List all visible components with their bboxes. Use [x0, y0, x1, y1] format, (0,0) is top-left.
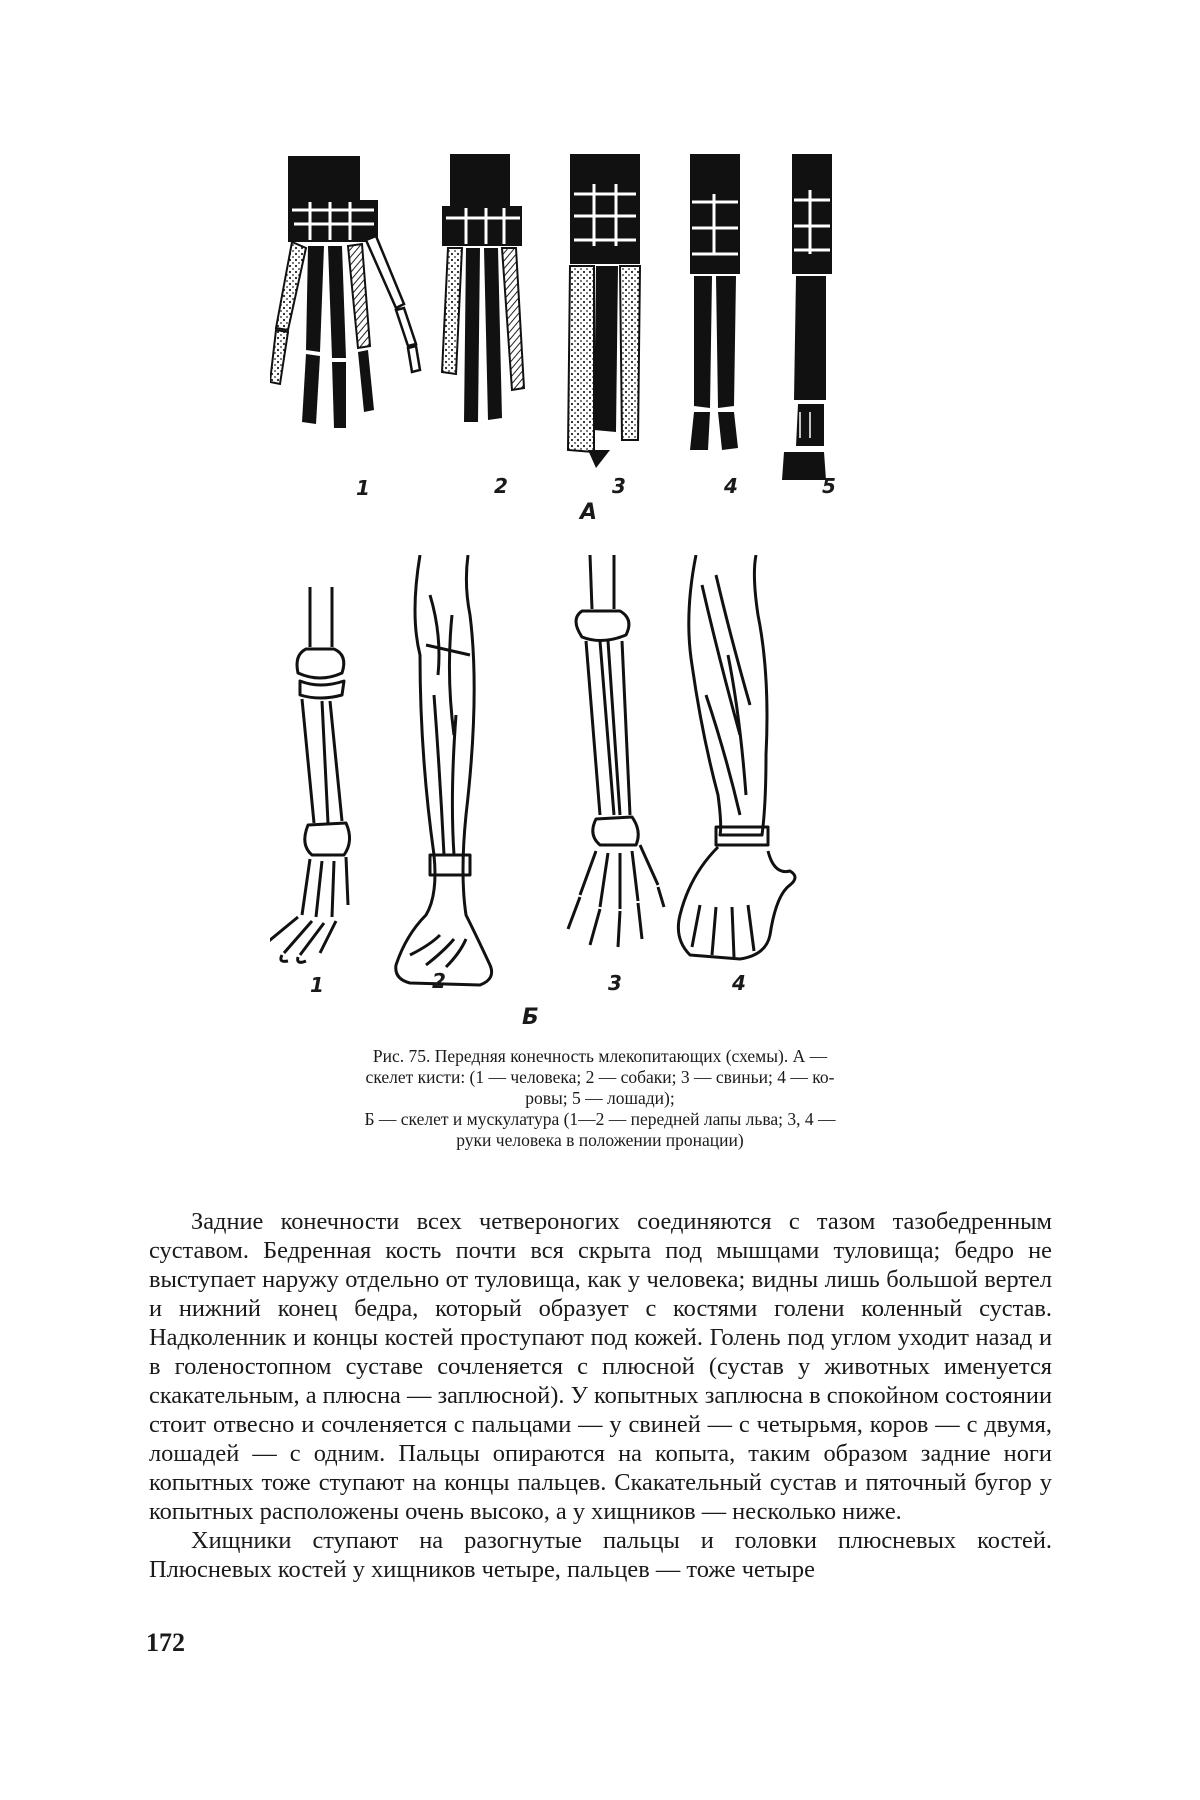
figure-panel-a: [270, 150, 930, 530]
panel-b-number-3: 3: [608, 971, 622, 995]
hand-skeletons-illustration: [270, 150, 930, 530]
caption-line: Рис. 75. Передняя конечность млекопитающих (схемы). А —: [372, 1046, 828, 1066]
limb-skeleton-musculature-illustration: [270, 555, 930, 1040]
panel-b-number-4: 4: [732, 971, 746, 995]
caption-line: скелет кисти: (1 — человека; 2 — собаки; 3 — свиньи; 4 — ко-: [365, 1067, 835, 1087]
panel-b-letter: Б: [522, 1005, 539, 1030]
lion-leg-muscles: [396, 555, 492, 985]
cow-foot-skeleton: [690, 154, 740, 450]
figure-panel-b: [270, 555, 930, 1040]
human-arm-skeleton: [568, 555, 664, 947]
panel-a-number-5: 5: [822, 474, 836, 498]
paragraph: Задние конечности всех четвероногих соединяются с тазом тазобедренным суставом. Бедренная кость почти вся скрыта под мышцами туловища; бедро не выступает наружу отдельно от туловища, как у человека; видны лишь большой вертел и нижний конец бедра, который образует с костями голени коленный сустав. Надколенник и концы костей проступают под кожей. Голень под углом уходит назад и в голеностопном суставе сочленяется с плюсной (сустав у животных именуется скакательным, а плюсна — заплюсной). У копытных заплюсна в спокойном состоянии стоит отвесно и сочленяется с пальцами — у свиней — с четырьмя, коров — с двумя, лошадей — с одним. Пальцы опираются на копыта, таким образом задние ноги копытных тоже ступают на концы пальцев. Скакательный сустав и пяточный бугор у копытных расположены очень высоко, а у хищников — несколько ниже.: [149, 1208, 1052, 1525]
panel-b-number-2: 2: [432, 969, 446, 993]
panel-a-letter: А: [580, 500, 598, 525]
caption-line: ровы; 5 — лошади);: [525, 1088, 675, 1108]
panel-b-number-1: 1: [310, 973, 324, 997]
caption-line: руки человека в положении пронации): [456, 1130, 744, 1150]
panel-a-number-3: 3: [612, 474, 626, 498]
paragraph: Хищники ступают на разогнутые пальцы и головки плюсневых костей. Плюсневых костей у хищников четыре, пальцев — тоже четыре: [149, 1527, 1052, 1583]
lion-leg-skeleton: [270, 587, 350, 962]
panel-a-number-1: 1: [356, 476, 370, 500]
body-text: [149, 1207, 1052, 1584]
panel-a-number-2: 2: [494, 474, 508, 498]
panel-a-number-4: 4: [724, 474, 738, 498]
caption-line: Б — скелет и мускулатура (1—2 — передней лапы льва; 3, 4 —: [364, 1109, 836, 1129]
human-hand-skeleton: [270, 156, 420, 428]
page-number: 172: [146, 1628, 185, 1657]
human-arm-muscles: [678, 555, 795, 959]
figure-caption: [270, 1046, 930, 1151]
horse-foot-skeleton: [782, 154, 832, 480]
dog-paw-skeleton: [442, 154, 524, 422]
pig-foot-skeleton: [568, 154, 640, 468]
